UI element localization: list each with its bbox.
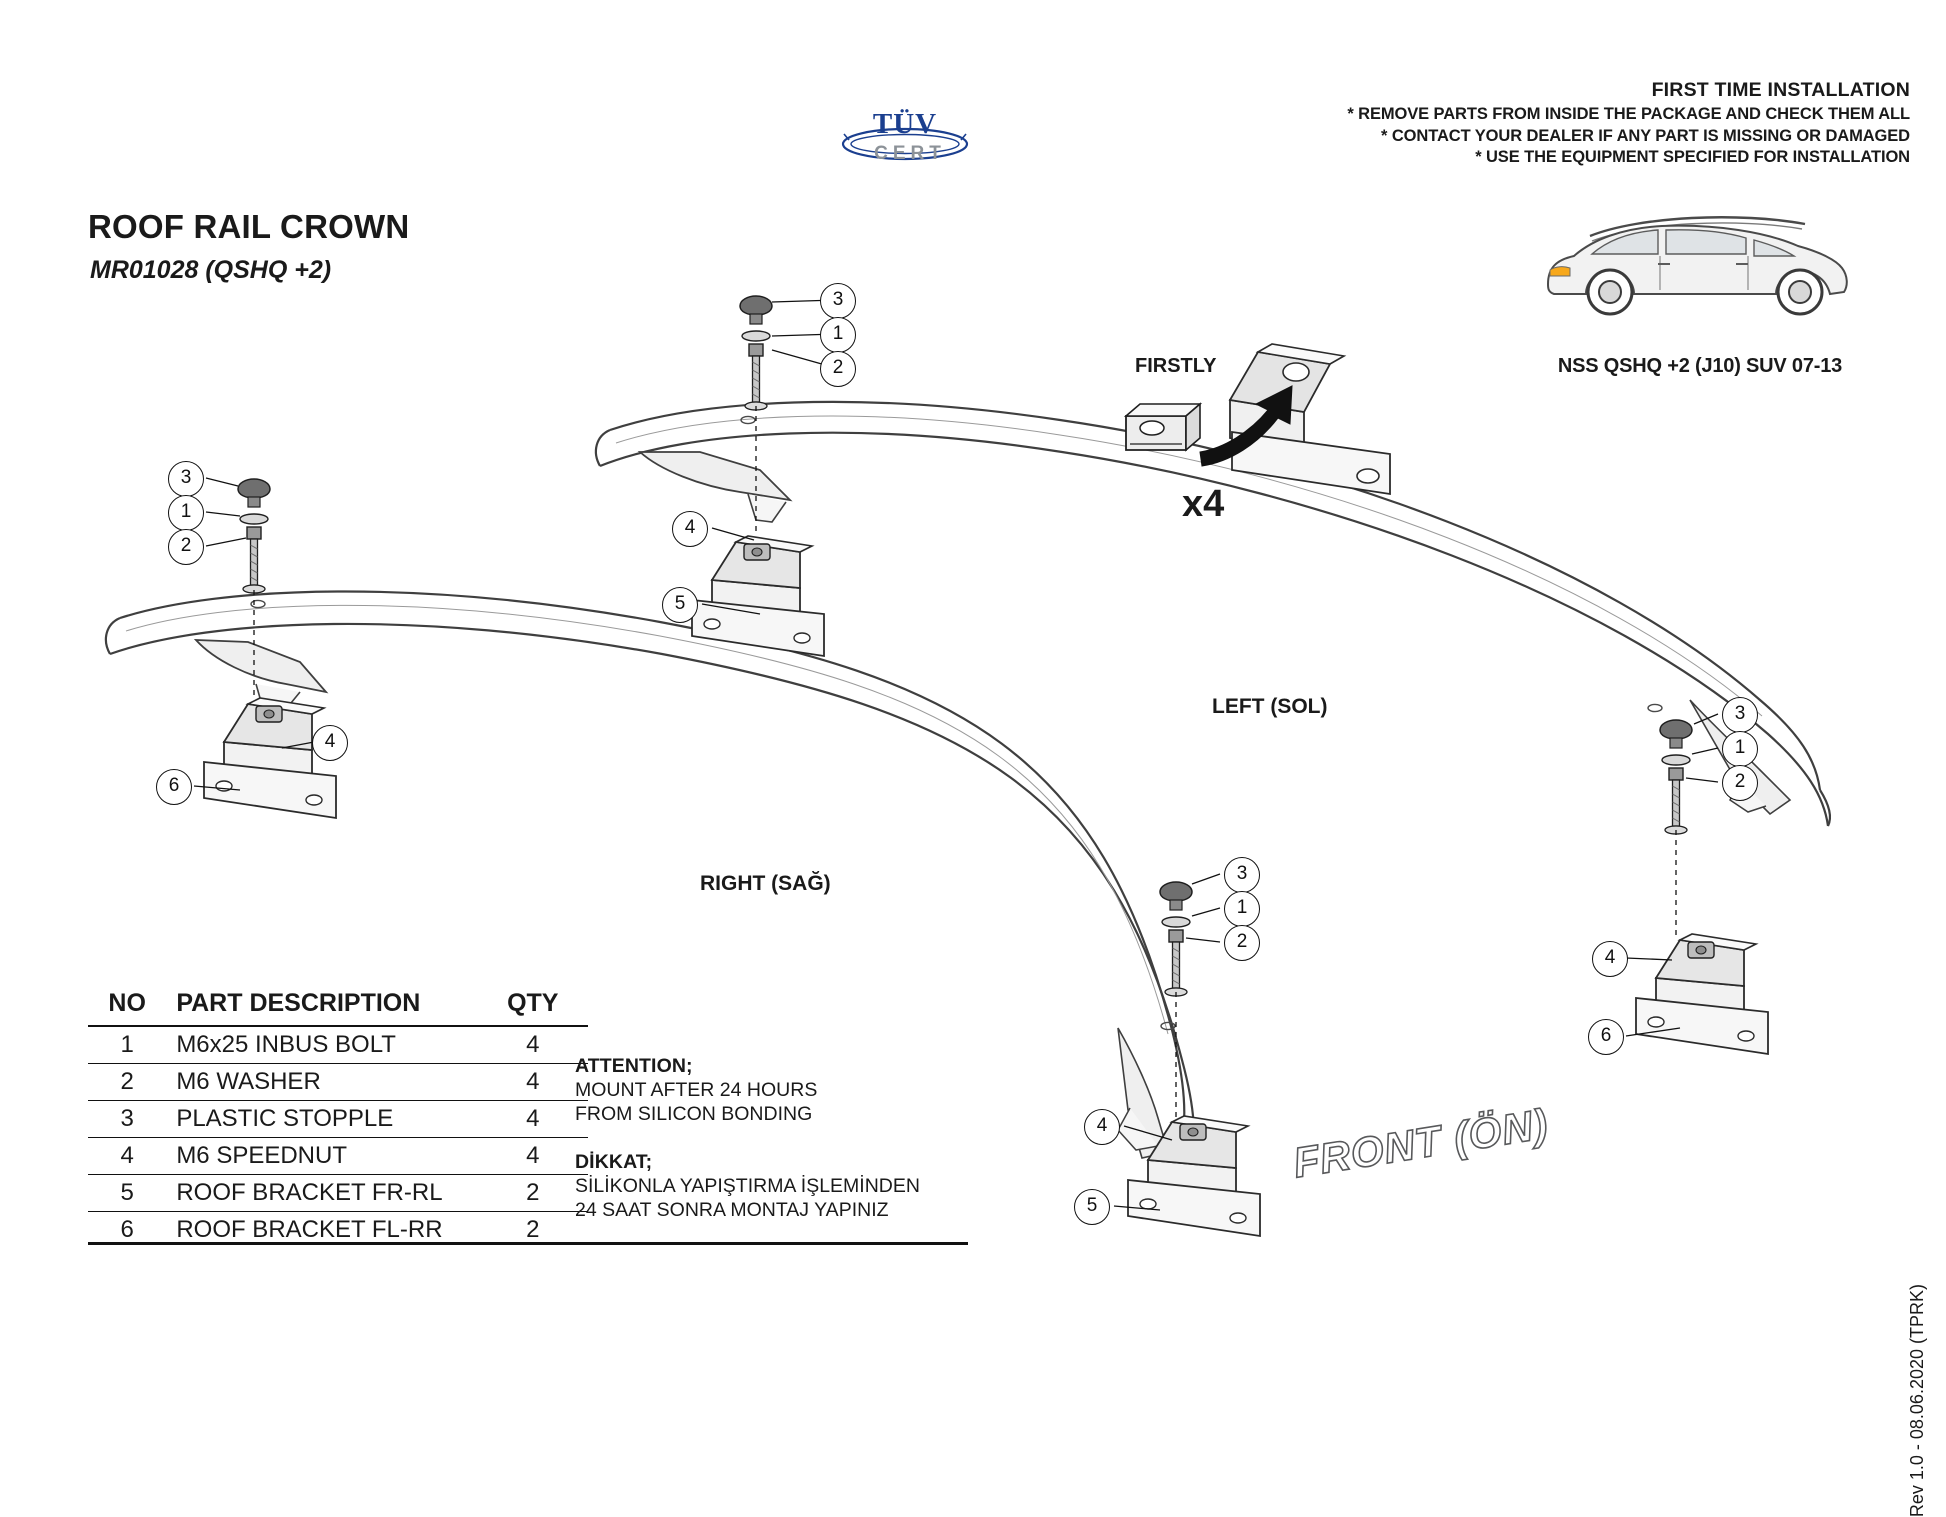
table-row [88, 1175, 588, 1212]
bracket-right-fl-rr [1636, 934, 1768, 1054]
hardware-stack-left [238, 479, 270, 593]
attention-line-1-en: MOUNT AFTER 24 HOURS [575, 1079, 818, 1101]
callout-6-left-bracket: 6 [156, 769, 192, 805]
attention-heading-en: ATTENTION; [575, 1055, 693, 1077]
page-subtitle: MR01028 (QSHQ +2) [90, 256, 332, 284]
cell-no: 3 [120, 1105, 134, 1132]
label-firstly: FIRSTLY [1135, 355, 1217, 377]
cell-no: 1 [120, 1031, 134, 1058]
table-header-row [88, 985, 588, 1026]
cell-qty: 4 [526, 1142, 540, 1169]
tuv-logo-bottom-text: CERT [874, 143, 946, 164]
cell-desc: M6 SPEEDNUT [176, 1142, 348, 1169]
cell-qty: 4 [526, 1068, 540, 1095]
callout-4-top-bracket: 4 [672, 511, 708, 547]
cell-desc: ROOF BRACKET FL-RR [176, 1216, 443, 1243]
column-header-desc: PART DESCRIPTION [176, 989, 421, 1017]
attention-notes [575, 1055, 975, 1223]
table-bottom-divider [88, 1242, 968, 1245]
attention-line-1-tr: SİLİKONLA YAPIŞTIRMA İŞLEMİNDEN [575, 1174, 920, 1197]
label-quantity-x4: x4 [1182, 483, 1225, 525]
callout-4-right-bracket: 4 [1592, 941, 1628, 977]
column-header-no: NO [108, 989, 146, 1017]
callout-4-bottom-bracket: 4 [1084, 1109, 1120, 1145]
hardware-stack-bottom [1160, 882, 1192, 996]
label-left-side: LEFT (SOL) [1212, 695, 1328, 718]
install-line-1: * REMOVE PARTS FROM INSIDE THE PACKAGE AND CHECK THEM ALL [1347, 104, 1910, 123]
cell-desc: PLASTIC STOPPLE [176, 1105, 394, 1132]
hardware-stack-top [740, 296, 772, 410]
callout-5-bottom-bracket: 5 [1074, 1189, 1110, 1225]
install-line-2: * CONTACT YOUR DEALER IF ANY PART IS MISSING OR DAMAGED [1381, 126, 1910, 145]
callout-2-right: 2 [1722, 765, 1758, 801]
table-row [88, 1064, 588, 1101]
cell-qty: 2 [526, 1216, 540, 1243]
page-title: ROOF RAIL CROWN [88, 208, 410, 245]
callout-6-right-bracket: 6 [1588, 1019, 1624, 1055]
install-line-3: * USE THE EQUIPMENT SPECIFIED FOR INSTALLATION [1475, 148, 1910, 167]
callout-1-bottom: 1 [1224, 891, 1260, 927]
label-front-direction: FRONT (ÖN) [1290, 1099, 1552, 1187]
vehicle-model-label: NSS QSHQ +2 (J10) SUV 07-13 [1557, 355, 1843, 377]
callout-3-bottom: 3 [1224, 857, 1260, 893]
table-row [88, 1138, 588, 1175]
parts-list-table [88, 985, 588, 1248]
callout-3-left: 3 [168, 461, 204, 497]
attention-heading-tr: DİKKAT; [575, 1150, 653, 1173]
callout-2-left: 2 [168, 529, 204, 565]
table-row [88, 1026, 588, 1064]
attention-line-2-tr: 24 SAAT SONRA MONTAJ YAPINIZ [575, 1199, 889, 1222]
bracket-top-fr-rl [692, 536, 824, 656]
cell-desc: M6x25 INBUS BOLT [176, 1031, 396, 1058]
cell-no: 4 [120, 1142, 134, 1169]
callout-1-left: 1 [168, 495, 204, 531]
tuv-logo-top-text: TÜV [872, 108, 938, 140]
label-right-side: RIGHT (SAĞ) [700, 872, 831, 895]
cell-no: 5 [120, 1179, 134, 1206]
callout-3-right: 3 [1722, 697, 1758, 733]
install-title: FIRST TIME INSTALLATION [1651, 79, 1910, 101]
callout-2-top: 2 [820, 351, 856, 387]
attention-line-2-en: FROM SILICON BONDING [575, 1103, 813, 1126]
callout-3-top: 3 [820, 283, 856, 319]
cell-qty: 4 [526, 1031, 540, 1058]
callout-4-left-bracket: 4 [312, 725, 348, 761]
callout-5-top-bracket: 5 [662, 587, 698, 623]
table-row [88, 1101, 588, 1138]
callout-2-bottom: 2 [1224, 925, 1260, 961]
column-header-qty: QTY [507, 989, 559, 1017]
cell-desc: ROOF BRACKET FR-RL [176, 1179, 443, 1206]
cell-qty: 4 [526, 1105, 540, 1132]
bracket-left-fl-rr [204, 698, 336, 818]
cell-no: 2 [120, 1068, 134, 1095]
revision-footer: Rev 1.0 - 08.06.2020 (TPRK) [1907, 1284, 1927, 1517]
cell-desc: M6 WASHER [176, 1068, 321, 1095]
hardware-stack-right [1660, 720, 1692, 834]
cell-no: 6 [120, 1216, 134, 1243]
callout-1-right: 1 [1722, 731, 1758, 767]
callout-1-top: 1 [820, 317, 856, 353]
cell-qty: 2 [526, 1179, 540, 1206]
